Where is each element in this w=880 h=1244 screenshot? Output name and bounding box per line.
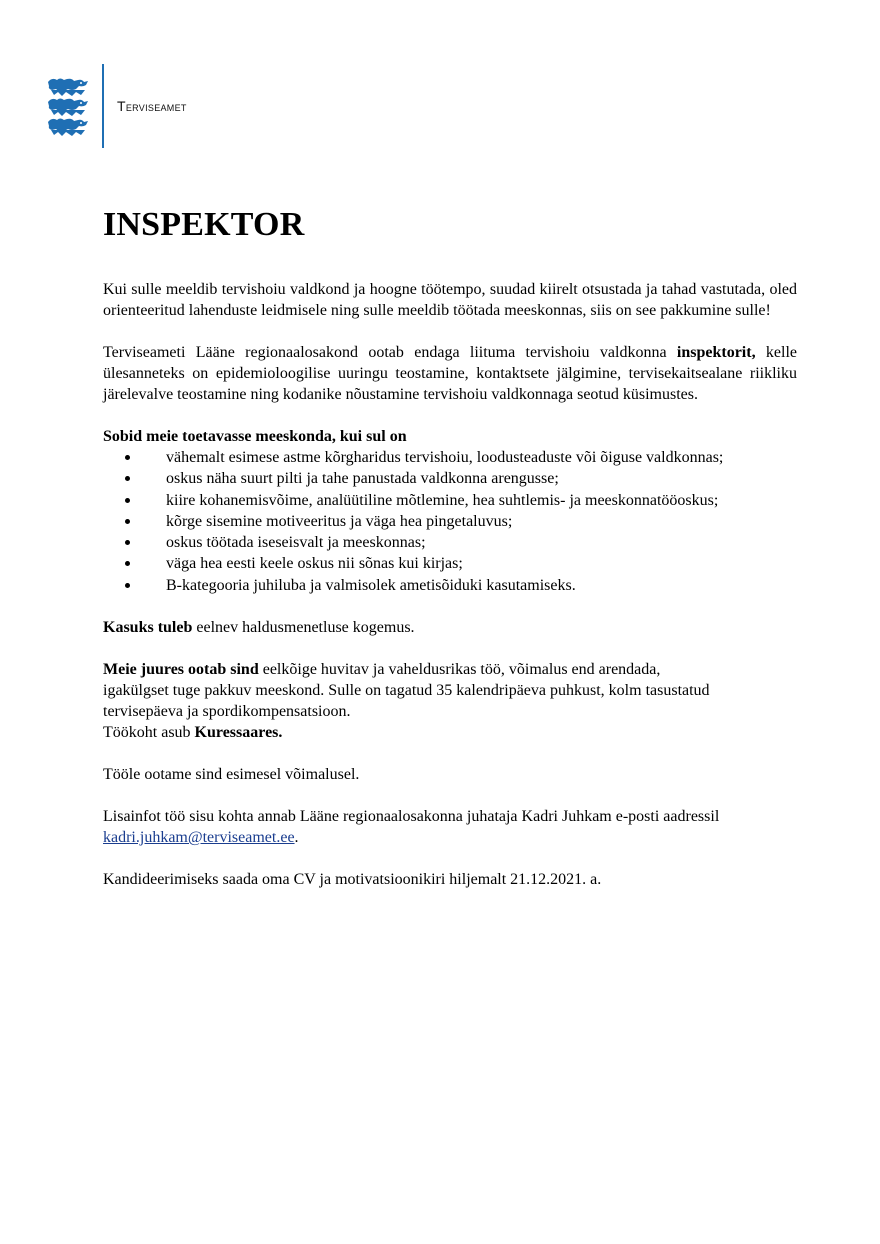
role-description-text-end: kelle ülesanneteks on epidemioloogilise uuringu teostamine, kontaktsete jälgimine, tervisekaitsealane riikliku järelevalve teostamine ning kodanike nõustamine tervishoiu valdkonnaga seotud küsimustes. (103, 344, 797, 403)
offer-line-2: igakülgset tuge pakkuv meeskond. Sulle on tagatud 35 kalendripäeva puhkust, kolm tasustatud (103, 682, 710, 700)
contact-email-link[interactable]: kadri.juhkam@terviseamet.ee (103, 829, 295, 847)
contact-paragraph (103, 806, 797, 848)
document-body (103, 202, 797, 890)
location-bold: Kuressaares. (194, 724, 283, 742)
bonus-text: eelnev haldusmenetluse kogemus. (192, 619, 415, 637)
coat-of-arms-logo-icon (46, 76, 90, 136)
list-item: vähemalt esimese astme kõrgharidus tervishoiu, loodusteaduste või õiguse valdkonnas; (103, 447, 797, 468)
offer-line-1: eelkõige huvitav ja vaheldusrikas töö, võimalus end arendada, (258, 661, 661, 679)
start-paragraph: Tööle ootame sind esimesel võimalusel. (103, 766, 360, 784)
list-item: kõrge sisemine motiveeritus ja väga hea pingetaluvus; (103, 511, 797, 532)
role-description-paragraph (103, 342, 797, 405)
apply-paragraph: Kandideerimiseks saada oma CV ja motivatsioonikiri hiljemalt 21.12.2021. a. (103, 871, 602, 889)
offer-line-3: tervisepäeva ja spordikompensatsioon. (103, 703, 351, 721)
role-description-bold: inspektorit, (676, 344, 756, 361)
list-item: oskus näha suurt pilti ja tahe panustada valdkonna arengusse; (103, 468, 797, 489)
bonus-paragraph (103, 617, 797, 638)
contact-text: Lisainfot töö sisu kohta annab Lääne regionaalosakonna juhataja Kadri Juhkam e-posti aadressil (103, 808, 720, 826)
intro-paragraph: Kui sulle meeldib tervishoiu valdkond ja hoogne töötempo, suudad kiirelt otsustada ja tahad vastutada, oled orienteeritud lahenduste leidmisele ning sulle meeldib töötada meeskonnas, siis on see pakkumine sulle! (103, 281, 797, 319)
list-item: oskus töötada iseseisvalt ja meeskonnas; (103, 532, 797, 553)
requirements-list (103, 447, 797, 596)
list-item: kiire kohanemisvõime, analüütiline mõtlemine, hea suhtlemis- ja meeskonnatööoskus; (103, 490, 797, 511)
list-item: B-kategooria juhiluba ja valmisolek ametisõiduki kasutamiseks. (103, 575, 797, 596)
requirements-heading: Sobid meie toetavasse meeskonda, kui sul on (103, 428, 407, 445)
header-divider (102, 64, 104, 148)
page-title: INSPEKTOR (103, 206, 305, 243)
bonus-bold: Kasuks tuleb (103, 619, 193, 637)
contact-text-end: . (294, 829, 299, 847)
offer-bold: Meie juures ootab sind (103, 661, 259, 679)
offer-paragraph (103, 659, 797, 743)
location-label: Töökoht asub (103, 724, 195, 742)
organization-name: Terviseamet (117, 98, 187, 114)
list-item: väga hea eesti keele oskus nii sõnas kui kirjas; (103, 553, 797, 574)
role-description-text-start: Terviseameti Lääne regionaalosakond ootab endaga liituma tervishoiu valdkonna (103, 344, 677, 361)
